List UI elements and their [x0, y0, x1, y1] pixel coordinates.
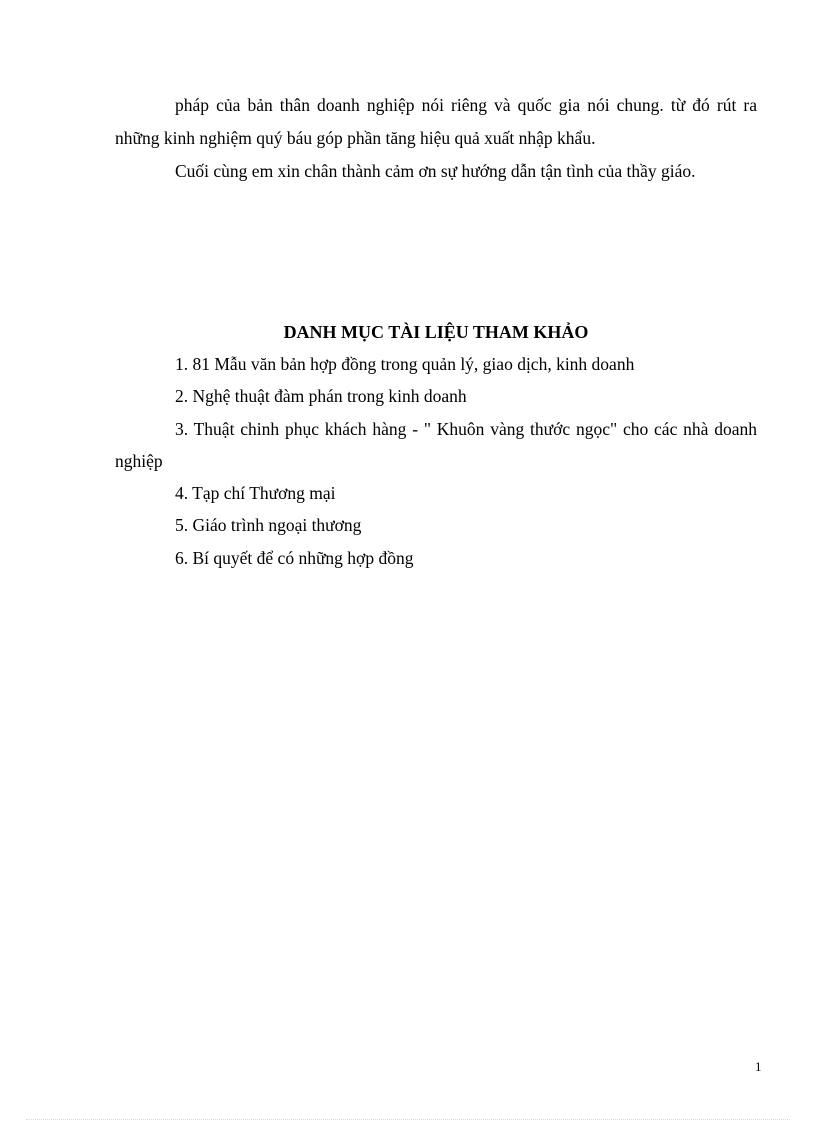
intro-paragraph: pháp của bản thân doanh nghiệp nói riêng và quốc gia nói chung. từ đó rút ra những kinh nghiệm quý báu góp phần tăng hiệu quả xuất nhập khẩu. — [115, 95, 757, 148]
references-section — [115, 316, 757, 574]
references-title: DANH MỤC TÀI LIỆU THAM KHẢO — [283, 322, 589, 342]
reference-item: 6. Bí quyết để có những hợp đồng — [175, 547, 414, 568]
reference-item: 4. Tạp chí Thương mại — [175, 483, 336, 504]
page-bottom-divider — [26, 1119, 790, 1120]
closing-paragraph: Cuối cùng em xin chân thành cảm ơn sự hướng dẫn tận tình của thầy giáo. — [175, 161, 696, 181]
intro-section — [115, 89, 757, 188]
reference-item: 5. Giáo trình ngoại thương — [175, 515, 362, 536]
reference-item: 1. 81 Mẫu văn bản hợp đồng trong quản lý, giao dịch, kinh doanh — [175, 354, 635, 374]
references-list — [115, 348, 757, 574]
reference-item: 3. Thuật chinh phục khách hàng - " Khuôn vàng thước ngọc" cho các nhà doanh nghiệp — [115, 418, 757, 471]
reference-item: 2. Nghệ thuật đàm phán trong kinh doanh — [175, 386, 467, 407]
page-number: 1 — [755, 1059, 762, 1074]
